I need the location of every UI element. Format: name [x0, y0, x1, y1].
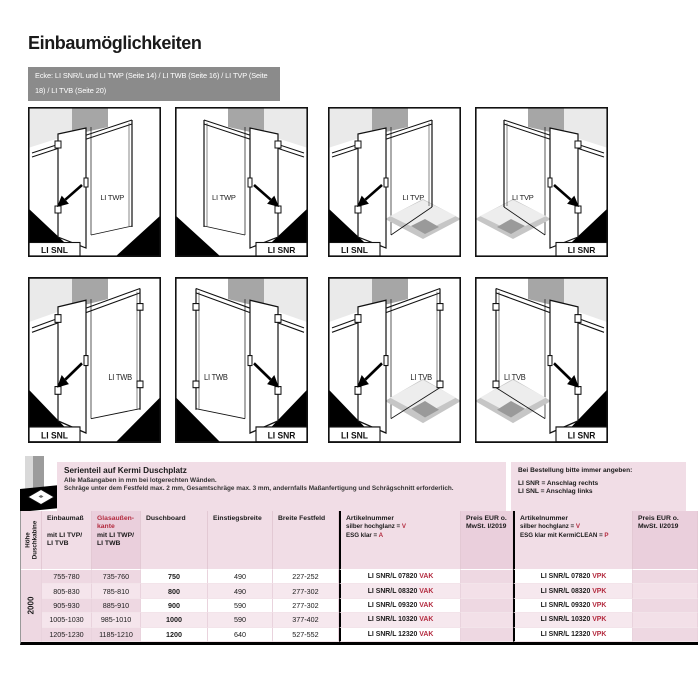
diagram-li-snl-li-twb [28, 277, 161, 443]
cell-preis-vak [461, 570, 513, 584]
cell-einstiegsbreite: 490 [208, 584, 273, 598]
cell-artikel-vpk: LI SNR/L 09320 VPK [513, 599, 633, 613]
panel-label: LI TVB [504, 372, 526, 383]
corner-label: LI SNL [341, 430, 368, 441]
series-info-line2: Schräge unter dem Festfeld max. 2 mm, Gesamtschräge max. 3 mm, andernfalls Maßanfertigung und Schrägschnitt erforderlich. [64, 485, 454, 493]
cell-duschboard: 1200 [141, 628, 208, 642]
header-einstiegsbreite: Einstiegsbreite [208, 511, 273, 570]
cell-einbaumass: 1205-1230 [42, 628, 92, 642]
series-info-title: Serienteil auf Kermi Duschplatz [64, 466, 187, 475]
panel-label: LI TWB [108, 372, 132, 383]
cell-breite-festfeld: 277-302 [273, 599, 339, 613]
cell-einstiegsbreite: 640 [208, 628, 273, 642]
panel-label: LI TWB [204, 372, 228, 383]
diagram-li-snr-li-tvb [475, 277, 608, 443]
spec-price-table [20, 511, 698, 645]
header-einbaumass: Einbaumaß mit LI TVP/ LI TVB [42, 511, 92, 570]
header-artikelnummer-vpk: Artikelnummer silber hochglanz = V ESG klar mit KermiCLEAN = P [513, 511, 633, 570]
cell-duschboard: 1000 [141, 613, 208, 627]
cell-preis-vak [461, 599, 513, 613]
cell-einbaumass: 1005-1030 [42, 613, 92, 627]
cell-breite-festfeld: 227-252 [273, 570, 339, 584]
cell-artikel-vpk: LI SNR/L 07820 VPK [513, 570, 633, 584]
cell-glaskante: 885-910 [92, 599, 141, 613]
cell-duschboard: 900 [141, 599, 208, 613]
cell-einstiegsbreite: 490 [208, 570, 273, 584]
cell-einbaumass: 805-830 [42, 584, 92, 598]
diagram-li-snr-li-twb [175, 277, 308, 443]
cell-preis-vpk [633, 599, 698, 613]
cell-breite-festfeld: 527-552 [273, 628, 339, 642]
cell-breite-festfeld: 377-402 [273, 613, 339, 627]
section-banner: Ecke: LI SNR/L und LI TWP (Seite 14) / LI TWB (Seite 16) / LI TVP (Seite 18) / LI TVB (Seite 20) [28, 67, 280, 101]
corner-label: LI SNL [41, 245, 68, 255]
cell-einstiegsbreite: 590 [208, 599, 273, 613]
panel-label: LI TVP [402, 193, 424, 202]
panel-label: LI TWP [100, 193, 124, 202]
cell-artikel-vpk: LI SNR/L 12320 VPK [513, 628, 633, 642]
corner-shower-icon [20, 456, 60, 517]
cell-preis-vpk [633, 628, 698, 642]
cell-artikel-vak: LI SNR/L 12320 VAK [339, 628, 461, 642]
header-artikelnummer-vak: Artikelnummer silber hochglanz = V ESG klar = A [339, 511, 461, 570]
corner-label: LI SNL [41, 430, 68, 441]
cell-einbaumass: 905-930 [42, 599, 92, 613]
cell-breite-festfeld: 277-302 [273, 584, 339, 598]
cell-artikel-vak: LI SNR/L 07820 VAK [339, 570, 461, 584]
diagram-li-snr-li-tvp [475, 107, 608, 257]
corner-label: LI SNR [267, 430, 296, 441]
cell-duschboard: 800 [141, 584, 208, 598]
diagram-li-snl-li-tvb [328, 277, 461, 443]
cell-hoehe-value: 2000 [21, 570, 42, 642]
panel-label: LI TVP [512, 193, 534, 202]
order-info-title: Bei Bestellung bitte immer angeben: [518, 467, 633, 474]
page-title: Einbaumöglichkeiten [28, 33, 202, 53]
corner-label: LI SNR [567, 430, 596, 441]
cell-artikel-vak: LI SNR/L 08320 VAK [339, 584, 461, 598]
diagram-li-snr-li-twp [175, 107, 308, 257]
panel-label: LI TVB [410, 372, 432, 383]
cell-einstiegsbreite: 590 [208, 613, 273, 627]
corner-label: LI SNL [341, 245, 368, 255]
header-preis-vpk: Preis EUR o. MwSt. I/2019 [633, 511, 698, 570]
header-preis-vak: Preis EUR o. MwSt. I/2019 [461, 511, 513, 570]
header-breite-festfeld: Breite Festfeld [273, 511, 339, 570]
cell-glaskante: 785-810 [92, 584, 141, 598]
cell-preis-vak [461, 628, 513, 642]
order-info-line2: LI SNL = Anschlag links [518, 488, 593, 496]
header-duschboard: Duschboard [141, 511, 208, 570]
series-info-box [57, 462, 506, 511]
cell-preis-vak [461, 584, 513, 598]
corner-label: LI SNR [267, 245, 296, 255]
order-info-box [511, 462, 686, 511]
cell-einbaumass: 755-780 [42, 570, 92, 584]
diagram-li-snl-li-tvp [328, 107, 461, 257]
panel-label: LI TWP [212, 193, 236, 202]
order-info-line1: LI SNR = Anschlag rechts [518, 480, 599, 487]
cell-preis-vak [461, 613, 513, 627]
cell-artikel-vpk: LI SNR/L 10320 VPK [513, 613, 633, 627]
header-hoehe-duschkabine: Höhe Duschkabine [21, 511, 42, 570]
diagram-li-snl-li-twp [28, 107, 161, 257]
cell-glaskante: 1185-1210 [92, 628, 141, 642]
cell-glaskante: 985-1010 [92, 613, 141, 627]
cell-preis-vpk [633, 570, 698, 584]
cell-duschboard: 750 [141, 570, 208, 584]
series-info-line1: Alle Maßangaben in mm bei lotgerechten Wänden. [64, 477, 217, 484]
cell-glaskante: 735-760 [92, 570, 141, 584]
cell-artikel-vak: LI SNR/L 10320 VAK [339, 613, 461, 627]
header-glasaussenkante: Glasaußen- kante mit LI TWP/ LI TWB [92, 511, 141, 570]
cell-preis-vpk [633, 613, 698, 627]
corner-label: LI SNR [567, 245, 596, 255]
cell-preis-vpk [633, 584, 698, 598]
cell-artikel-vpk: LI SNR/L 08320 VPK [513, 584, 633, 598]
cell-artikel-vak: LI SNR/L 09320 VAK [339, 599, 461, 613]
